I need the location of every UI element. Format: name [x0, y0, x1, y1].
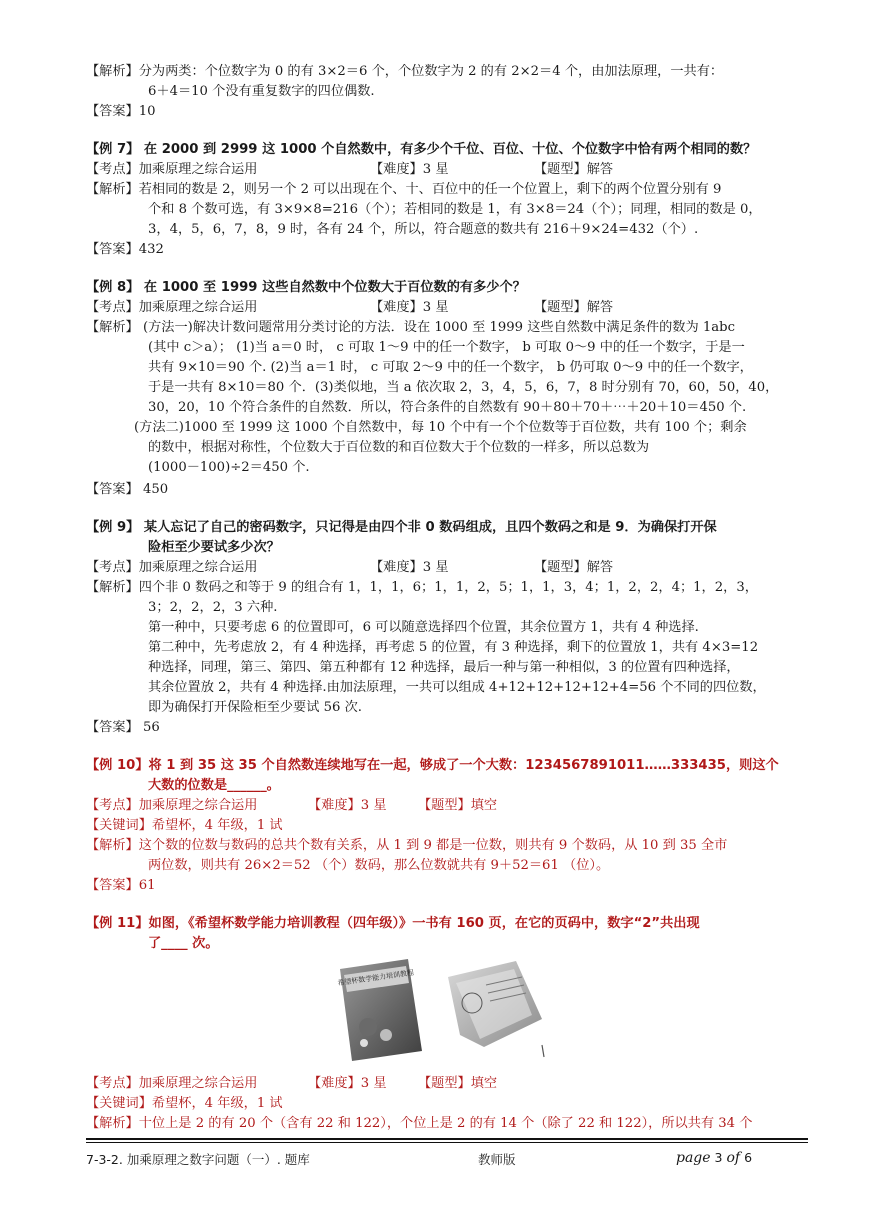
text-line: 【考点】加乘原理之综合运用	[86, 162, 258, 177]
text-line: (1000－100)÷2＝450 个.	[148, 460, 310, 475]
text-line: 【题型】解答	[534, 560, 614, 575]
text-line: 【考点】加乘原理之综合运用	[86, 300, 258, 315]
footer-rule-thin	[86, 1142, 808, 1143]
text-line: 即为确保打开保险柜至少要试 56 次.	[148, 700, 362, 715]
text-line: 【关键词】希望杯，4 年级，1 试	[86, 1096, 283, 1111]
text-line: 第二种中，先考虑放 2，有 4 种选择，再考虑 5 的位置，有 3 种选择，剩下的位置放 1，共有 4×3=12	[148, 640, 759, 655]
text-line: 共有 9×10＝90 个. (2)当 a＝1 时， c 可取 2～9 中的任一个数字， b 仍可取 0～9 中的任一个数字，	[148, 360, 753, 375]
footer-page-number	[676, 1150, 752, 1166]
text-line: 【解析】分为两类：个位数字为 0 的有 3×2＝6 个，个位数字为 2 的有 2×2＝4 个，由加法原理，一共有：	[86, 64, 724, 79]
page-total: 6	[744, 1150, 753, 1165]
text-line: 【例 8】 在 1000 至 1999 这些自然数中个位数大于百位数的有多少个？	[86, 280, 526, 295]
text-line: 【答案】10	[86, 104, 156, 119]
book-photo-icon	[336, 955, 550, 1065]
text-line: 【题型】填空	[418, 798, 498, 813]
page-word: page	[676, 1150, 711, 1166]
text-line: 【解析】 (方法一)解决计数问题常用分类讨论的方法．设在 1000 至 1999 这些自然数中满足条件的数为 1abc	[86, 320, 735, 335]
text-line: 【难度】3 星	[370, 560, 449, 575]
text-line: 【答案】61	[86, 878, 156, 893]
text-line: 【难度】3 星	[370, 162, 449, 177]
text-line: 【考点】加乘原理之综合运用	[86, 560, 258, 575]
text-line: 了____ 次。	[148, 936, 219, 951]
text-line: 【解析】这个数的位数与数码的总共个数有关系，从 1 到 9 都是一位数，则共有 9 个数码，从 10 到 35 全市	[86, 838, 728, 853]
text-line: 【解析】四个非 0 数码之和等于 9 的组合有 1，1，1，6；1，1，2，5；1，1，3，4；1，2，2，4；1，2，3，	[86, 580, 758, 595]
book-cover-title: 希望杯数学能力培训教程	[337, 968, 415, 988]
text-line: 【例 10】将 1 到 35 这 35 个自然数连续地写在一起，够成了一个大数：1234567891011……333435，则这个	[86, 758, 779, 773]
footer-edition: 教师版	[478, 1152, 516, 1167]
text-line: 【答案】 450	[86, 482, 169, 497]
text-line: 【难度】3 星	[308, 798, 387, 813]
text-line: 【题型】解答	[534, 300, 614, 315]
text-line: 【难度】3 星	[370, 300, 449, 315]
text-line: 两位数，则共有 26×2＝52 （个）数码，那么位数就共有 9＋52＝61 （位）。	[148, 858, 610, 873]
text-line: 【解析】十位上是 2 的有 20 个（含有 22 和 122），个位上是 2 的有 14 个（除了 22 和 122），所以共有 34 个	[86, 1116, 753, 1131]
text-line: 【题型】解答	[534, 162, 614, 177]
text-line: (方法二)1000 至 1999 这 1000 个自然数中，每 10 个中有一个个位数等于百位数，共有 100 个；剩余	[134, 420, 747, 435]
text-line: 【考点】加乘原理之综合运用	[86, 798, 258, 813]
of-word: of	[726, 1150, 741, 1166]
page-num: 3	[714, 1150, 723, 1165]
text-line: 【关键词】希望杯，4 年级，1 试	[86, 818, 283, 833]
text-line: 的数中，根据对称性，个位数大于百位数的和百位数大于个位数的一样多，所以总数为	[148, 440, 650, 455]
footer-rule-thick	[86, 1138, 808, 1140]
text-line: 【答案】432	[86, 242, 164, 257]
text-line: 【题型】填空	[418, 1076, 498, 1091]
book-illustration	[336, 955, 550, 1065]
text-line: 险柜至少要试多少次？	[148, 540, 280, 555]
text-line: 第一种中，只要考虑 6 的位置即可，6 可以随意选择四个位置，其余位置方 1，共有 4 种选择.	[148, 620, 699, 635]
text-line: 其余位置放 2，共有 4 种选择.由加法原理，一共可以组成 4+12+12+12+12+4=56 个不同的四位数，	[148, 680, 766, 695]
text-line: 30，20，10 个符合条件的自然数．所以，符合条件的自然数有 90＋80＋70＋⋯＋20＋10＝450 个.	[148, 400, 747, 415]
text-line: 大数的位数是______。	[148, 778, 280, 793]
text-line: 【例 7】 在 2000 到 2999 这 1000 个自然数中，有多少个千位、百位、十位、个位数字中恰有两个相同的数？	[86, 142, 757, 157]
text-line: 3，4，5，6，7，8，9 时，各有 24 个，所以，符合题意的数共有 216＋9×24=432（个）.	[148, 222, 699, 237]
text-line: 【例 11】如图，《希望杯数学能力培训教程（四年级）》一书有 160 页，在它的页码中，数字“2”共出现	[86, 916, 700, 931]
text-line: 【考点】加乘原理之综合运用	[86, 1076, 258, 1091]
text-line: 3；2，2，2，3 六种.	[148, 600, 278, 615]
text-line: 种选择，同理，第三、第四、第五种都有 12 种选择，最后一种与第一种相似，3 的位置有四种选择，	[148, 660, 740, 675]
text-line: 【答案】 56	[86, 720, 160, 735]
text-line: 【解析】若相同的数是 2，则另一个 2 可以出现在个、十、百位中的任一个位置上，剩下的两个位置分别有 9	[86, 182, 722, 197]
text-line: 于是一共有 8×10＝80 个．(3)类似地，当 a 依次取 2，3，4，5，6，7，8 时分别有 70，60，50，40，	[148, 380, 779, 395]
text-line: (其中 c＞a）； (1)当 a＝0 时， c 可取 1～9 中的任一个数字， b 可取 0～9 中的任一个数字，于是一	[148, 340, 745, 355]
text-line: 6＋4＝10 个没有重复数字的四位偶数.	[148, 84, 375, 99]
text-line: 【例 9】 某人忘记了自己的密码数字，只记得是由四个非 0 数码组成，且四个数码之和是 9．为确保打开保	[86, 520, 717, 535]
text-line: 【难度】3 星	[308, 1076, 387, 1091]
text-line: 个和 8 个数可选，有 3×9×8=216（个）；若相同的数是 1，有 3×8＝24（个）；同理，相同的数是 0，	[148, 202, 762, 217]
footer-title: 7-3-2. 加乘原理之数字问题（一）. 题库	[86, 1152, 310, 1167]
